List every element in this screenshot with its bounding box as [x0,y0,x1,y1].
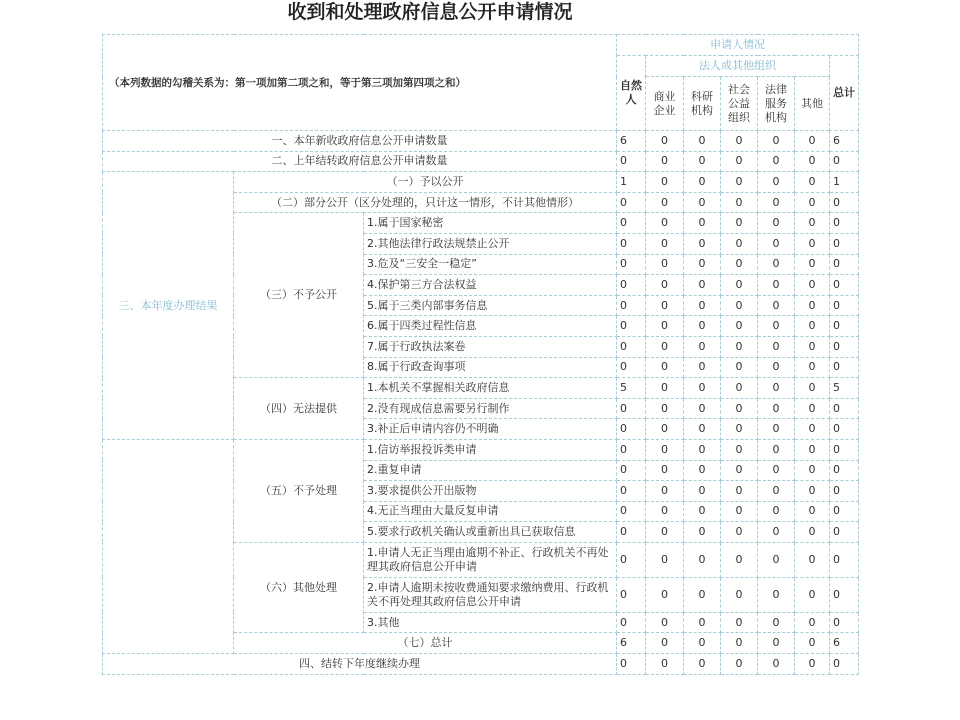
value-cell: 0 [646,131,684,152]
value-cell: 0 [795,542,830,577]
value-cell: 0 [758,233,795,254]
value-cell: 0 [617,481,646,502]
value-cell: 0 [721,542,758,577]
value-cell: 0 [617,357,646,378]
value-cell: 0 [758,398,795,419]
value-cell: 0 [721,357,758,378]
value-cell: 0 [795,316,830,337]
value-cell: 0 [617,398,646,419]
value-cell: 0 [830,192,859,213]
value-cell: 0 [721,439,758,460]
value-cell: 0 [721,398,758,419]
value-cell: 0 [684,275,721,296]
item-label: 2.重复申请 [364,460,617,481]
value-cell: 0 [830,254,859,275]
value-cell: 0 [795,439,830,460]
value-cell: 0 [721,419,758,440]
value-cell: 0 [758,213,795,234]
value-cell: 6 [617,131,646,152]
business-header: 商业企业 [646,77,684,131]
group-label: （五）不予处理 [234,439,364,542]
item-label: 3.危及“三安全一稳定” [364,254,617,275]
row-label: （七）总计 [234,633,617,654]
value-cell: 0 [617,254,646,275]
value-cell: 0 [684,612,721,633]
value-cell: 0 [617,522,646,543]
value-cell: 0 [758,633,795,654]
value-cell: 0 [684,151,721,172]
item-label: 7.属于行政执法案卷 [364,336,617,357]
value-cell: 0 [684,542,721,577]
page-title-text: 收到和处理政府信息公开申请情况 [287,1,573,23]
item-label: 1.属于国家秘密 [364,213,617,234]
value-cell: 0 [795,481,830,502]
value-cell: 0 [617,233,646,254]
value-cell: 0 [684,419,721,440]
value-cell: 0 [795,151,830,172]
value-cell: 0 [830,577,859,612]
legal-entity-header: 法人或其他组织 [646,56,830,77]
value-cell: 0 [721,131,758,152]
item-label: 4.无正当理由大量反复申请 [364,501,617,522]
value-cell: 0 [758,151,795,172]
value-cell: 0 [830,612,859,633]
value-cell: 0 [758,378,795,399]
value-cell: 0 [617,460,646,481]
value-cell: 0 [617,336,646,357]
value-cell: 0 [758,172,795,193]
value-cell: 0 [721,481,758,502]
item-label: 5.要求行政机关确认或重新出具已获取信息 [364,522,617,543]
value-cell: 0 [721,501,758,522]
value-cell: 5 [830,378,859,399]
value-cell: 6 [830,131,859,152]
value-cell: 0 [721,522,758,543]
value-cell: 0 [684,398,721,419]
value-cell: 0 [795,192,830,213]
value-cell: 0 [646,577,684,612]
value-cell: 0 [795,501,830,522]
value-cell: 0 [830,522,859,543]
value-cell: 0 [795,460,830,481]
value-cell: 0 [795,295,830,316]
group-label: （三）不予公开 [234,213,364,378]
value-cell: 0 [617,419,646,440]
value-cell: 0 [646,654,684,675]
value-cell: 0 [795,357,830,378]
value-cell: 0 [646,398,684,419]
value-cell: 0 [646,522,684,543]
value-cell: 0 [795,398,830,419]
value-cell: 0 [684,481,721,502]
value-cell: 0 [721,612,758,633]
value-cell: 0 [646,633,684,654]
value-cell: 0 [830,439,859,460]
value-cell: 0 [758,542,795,577]
statistics-table [102,34,859,675]
value-cell: 0 [617,275,646,296]
value-cell: 0 [758,439,795,460]
value-cell: 0 [617,192,646,213]
total-header: 总计 [830,56,859,131]
value-cell: 0 [830,336,859,357]
table-row [103,131,859,152]
item-label: 4.保护第三方合法权益 [364,275,617,296]
value-cell: 0 [758,316,795,337]
row-label: 一、本年新收政府信息公开申请数量 [103,131,617,152]
item-label: 2.申请人逾期未按收费通知要求缴纳费用、行政机关不再处理其政府信息公开申请 [364,577,617,612]
value-cell: 0 [684,633,721,654]
value-cell: 0 [646,233,684,254]
value-cell: 0 [684,254,721,275]
value-cell: 0 [684,501,721,522]
value-cell: 0 [830,295,859,316]
value-cell: 0 [758,577,795,612]
value-cell: 0 [758,419,795,440]
section-continued [103,439,234,653]
value-cell: 0 [795,336,830,357]
value-cell: 0 [830,357,859,378]
value-cell: 0 [721,295,758,316]
value-cell: 0 [646,213,684,234]
value-cell: 0 [830,213,859,234]
value-cell: 0 [684,357,721,378]
value-cell: 0 [684,654,721,675]
value-cell: 0 [617,439,646,460]
value-cell: 1 [830,172,859,193]
relation-note: （本列数据的勾稽关系为：第一项加第二项之和，等于第三项加第四项之和） [103,35,617,131]
value-cell: 0 [758,522,795,543]
item-label: 3.补正后申请内容仍不明确 [364,419,617,440]
value-cell: 0 [646,542,684,577]
value-cell: 5 [617,378,646,399]
value-cell: 0 [758,357,795,378]
value-cell: 0 [830,275,859,296]
value-cell: 0 [617,151,646,172]
item-label: 3.其他 [364,612,617,633]
value-cell: 0 [646,275,684,296]
group-label: （四）无法提供 [234,378,364,440]
value-cell: 0 [617,213,646,234]
value-cell: 0 [684,336,721,357]
value-cell: 0 [721,577,758,612]
item-label: 1.信访举报投诉类申请 [364,439,617,460]
value-cell: 0 [684,577,721,612]
value-cell: 0 [684,316,721,337]
value-cell: 0 [646,172,684,193]
value-cell: 0 [795,213,830,234]
value-cell: 0 [758,275,795,296]
value-cell: 0 [795,419,830,440]
value-cell: 0 [721,378,758,399]
value-cell: 0 [758,192,795,213]
public-welfare-header: 社会公益组织 [721,77,758,131]
row-label: （二）部分公开（区分处理的，只计这一情形，不计其他情形） [234,192,617,213]
value-cell: 0 [721,654,758,675]
table-row [103,654,859,675]
value-cell: 0 [795,577,830,612]
value-cell: 0 [617,316,646,337]
value-cell: 0 [646,419,684,440]
value-cell: 0 [617,612,646,633]
value-cell: 6 [830,633,859,654]
value-cell: 0 [721,151,758,172]
value-cell: 0 [795,654,830,675]
value-cell: 0 [830,654,859,675]
value-cell: 0 [758,131,795,152]
table-row [103,172,859,193]
table-row [103,439,859,460]
value-cell: 0 [758,295,795,316]
item-label: 2.其他法律行政法规禁止公开 [364,233,617,254]
row-label: （一）予以公开 [234,172,617,193]
value-cell: 0 [617,577,646,612]
value-cell: 0 [795,131,830,152]
value-cell: 0 [758,612,795,633]
value-cell: 0 [830,151,859,172]
value-cell: 0 [721,275,758,296]
value-cell: 0 [758,460,795,481]
value-cell: 0 [646,460,684,481]
value-cell: 0 [830,233,859,254]
value-cell: 0 [795,612,830,633]
item-label: 8.属于行政查询事项 [364,357,617,378]
value-cell: 0 [646,481,684,502]
legal-service-header: 法律服务机构 [758,77,795,131]
value-cell: 0 [684,172,721,193]
value-cell: 0 [646,439,684,460]
item-label: 5.属于三类内部事务信息 [364,295,617,316]
value-cell: 0 [646,151,684,172]
item-label: 6.属于四类过程性信息 [364,316,617,337]
other-org-header: 其他 [795,77,830,131]
page-title [0,0,960,26]
value-cell: 0 [617,654,646,675]
group-label: （六）其他处理 [234,542,364,633]
item-label: 1.本机关不掌握相关政府信息 [364,378,617,399]
value-cell: 0 [617,501,646,522]
value-cell: 0 [684,439,721,460]
value-cell: 0 [617,295,646,316]
value-cell: 0 [758,481,795,502]
value-cell: 0 [830,398,859,419]
value-cell: 0 [684,213,721,234]
value-cell: 0 [684,295,721,316]
row-label: 二、上年结转政府信息公开申请数量 [103,151,617,172]
value-cell: 0 [721,172,758,193]
value-cell: 0 [684,378,721,399]
value-cell: 0 [646,612,684,633]
item-label: 3.要求提供公开出版物 [364,481,617,502]
value-cell: 0 [684,131,721,152]
value-cell: 0 [795,633,830,654]
value-cell: 0 [795,233,830,254]
value-cell: 0 [795,522,830,543]
row-label: 四、结转下年度继续办理 [103,654,617,675]
value-cell: 0 [721,316,758,337]
section-label: 三、本年度办理结果 [103,172,234,440]
item-label: 2.没有现成信息需要另行制作 [364,398,617,419]
table-row [103,151,859,172]
value-cell: 0 [830,419,859,440]
value-cell: 0 [830,481,859,502]
value-cell: 0 [646,316,684,337]
value-cell: 0 [721,213,758,234]
value-cell: 0 [830,316,859,337]
research-header: 科研机构 [684,77,721,131]
value-cell: 0 [721,460,758,481]
value-cell: 0 [830,501,859,522]
value-cell: 0 [758,254,795,275]
value-cell: 0 [684,522,721,543]
value-cell: 0 [684,460,721,481]
applicant-header: 申请人情况 [617,35,859,56]
value-cell: 1 [617,172,646,193]
value-cell: 0 [830,460,859,481]
value-cell: 0 [758,336,795,357]
value-cell: 0 [758,501,795,522]
value-cell: 0 [758,654,795,675]
natural-person-header: 自然人 [617,56,646,131]
value-cell: 0 [646,254,684,275]
value-cell: 0 [684,233,721,254]
value-cell: 0 [684,192,721,213]
item-label: 1.申请人无正当理由逾期不补正、行政机关不再处理其政府信息公开申请 [364,542,617,577]
value-cell: 0 [721,192,758,213]
value-cell: 0 [646,357,684,378]
value-cell: 0 [795,172,830,193]
value-cell: 0 [795,378,830,399]
value-cell: 0 [646,501,684,522]
value-cell: 0 [721,254,758,275]
value-cell: 0 [795,275,830,296]
value-cell: 0 [830,542,859,577]
value-cell: 0 [795,254,830,275]
value-cell: 0 [721,633,758,654]
value-cell: 0 [646,336,684,357]
value-cell: 0 [646,192,684,213]
value-cell: 6 [617,633,646,654]
value-cell: 0 [721,233,758,254]
value-cell: 0 [721,336,758,357]
value-cell: 0 [646,378,684,399]
value-cell: 0 [646,295,684,316]
value-cell: 0 [617,542,646,577]
